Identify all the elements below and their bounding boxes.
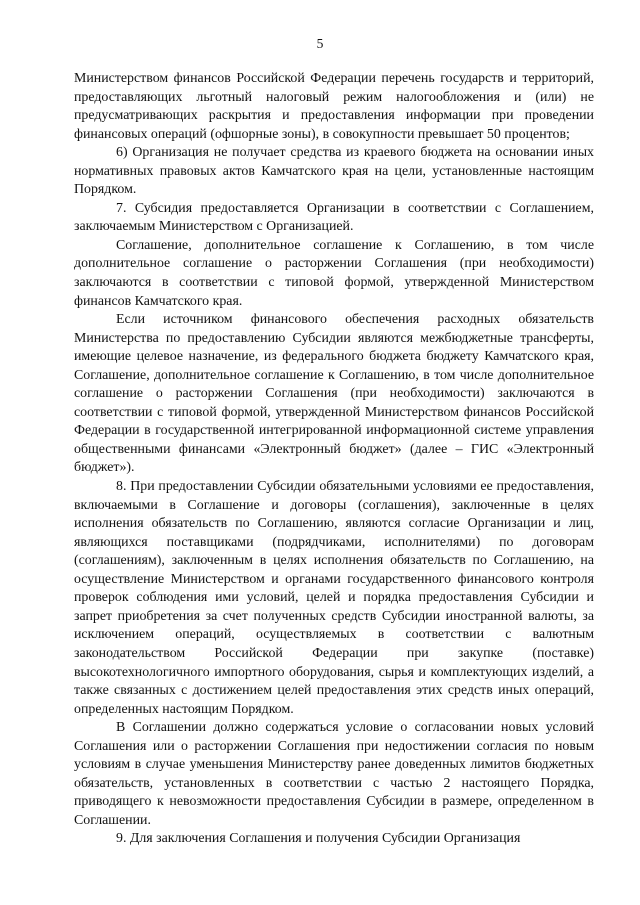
paragraph-offshore-continuation: Министерством финансов Российской Федерации перечень государств и территорий, предоставляющих льготный налоговый режим налогообложения и (или) не предусматривающих раскрытия и предоставления информации при проведении финансовых операций (офшорные зоны), в совокупности превышает 50 процентов; — [74, 71, 594, 142]
page-number: 5 — [316, 36, 324, 51]
paragraph-item-6: 6) Организация не получает средства из краевого бюджета на основании иных нормативных правовых актов Камчатского края на цели, установленные настоящим Порядком. — [74, 145, 594, 198]
document-body — [74, 70, 594, 849]
paragraph-clause-9: 9. Для заключения Соглашения и получения Субсидии Организация — [116, 831, 521, 847]
paragraph-agreement-form: Соглашение, дополнительное соглашение к Соглашению, в том числе дополнительное соглашение о расторжении Соглашения (при необходимости) заключаются в соответствии с типовой формой, утвержденной Министерством финансов Камчатского края. — [74, 237, 594, 309]
paragraph-clause-7: 7. Субсидия предоставляется Организации в соответствии с Соглашением, заключаемым Министерством с Организацией. — [74, 200, 594, 235]
paragraph-new-conditions: В Соглашении должно содержаться условие о согласовании новых условий Соглашения или о расторжении Соглашения при недостижении согласия по новым условиям в случае уменьшения Министерству ранее доведенных лимитов бюджетных обязательств, установленных в соответствии с частью 2 настоящего Порядка, приводящего к невозможности предоставления Субсидии в размере, определенном в Соглашении. — [74, 720, 594, 828]
paragraph-federal-transfers: Если источником финансового обеспечения расходных обязательств Министерства по предоставлению Субсидии являются межбюджетные трансферты, имеющие целевое назначение, из федерального бюджета бюджету Камчатского края, Соглашение, дополнительное соглашение к Соглашению, в том числе дополнительное соглашение о расторжении Соглашения (при необходимости) заключаются в соответствии с типовой формой, утвержденной Министерством финансов Российской Федерации в государственной интегрированной информационной системе управления общественными финансами «Электронный бюджет» (далее – ГИС «Электронный бюджет»). — [74, 312, 594, 476]
paragraph-clause-8: 8. При предоставлении Субсидии обязательными условиями ее предоставления, включаемыми в Соглашение и договоры (соглашения), заключенные в целях исполнения обязательств по Соглашению, являются согласие Организации и лиц, являющихся поставщиками (подрядчиками, исполнителями) по договорам (соглашениям), заключенным в целях исполнения обязательств по Соглашению, на осуществление Министерством и органами государственного финансового контроля проверок соблюдения ими условий, целей и порядка предоставления Субсидии и запрет приобретения за счет полученных средств Субсидии иностранной валюты, за исключением операций, осуществляемых в соответствии с валютным законодательством Российской Федерации при закупке (поставке) высокотехнологичного импортного оборудования, сырья и комплектующих изделий, а также связанных с достижением целей предоставления этих средств иных операций, определенных настоящим Порядком. — [74, 479, 594, 717]
